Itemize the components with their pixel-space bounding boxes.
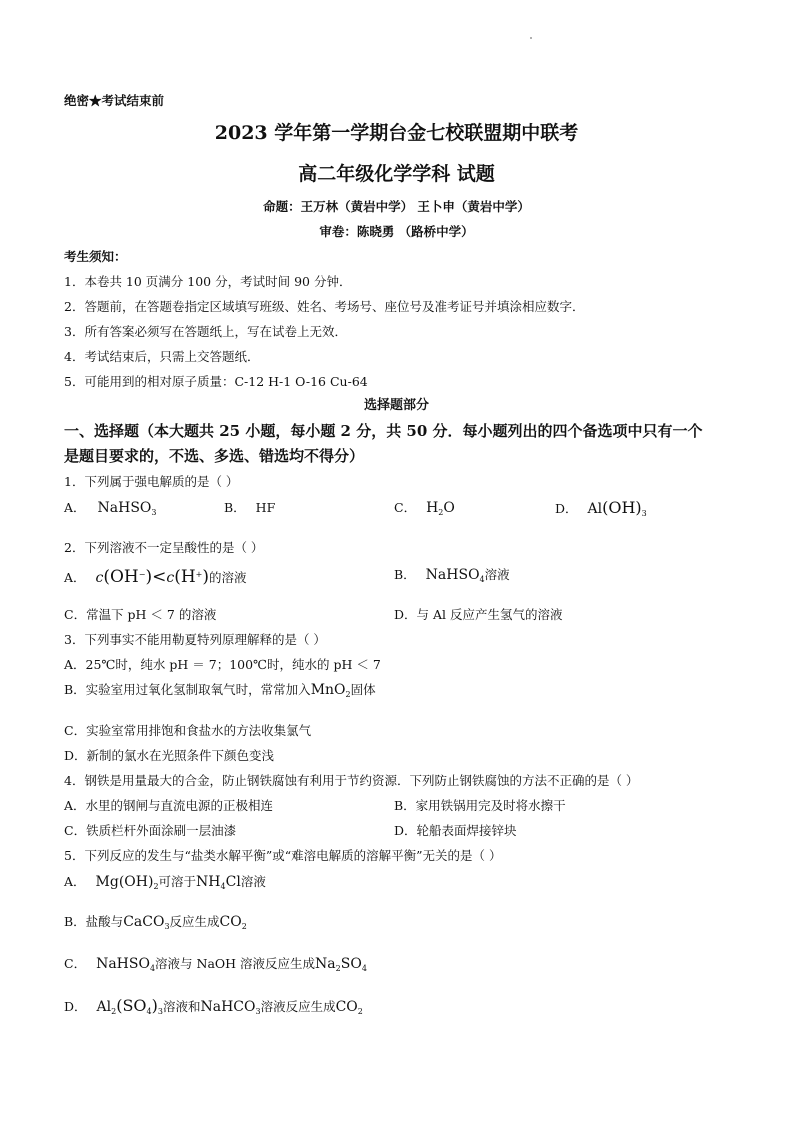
option-label: D．	[555, 501, 578, 516]
subscript: 3	[157, 1007, 163, 1016]
subscript: 2	[345, 690, 351, 699]
notice-heading: 考生须知：	[64, 249, 127, 264]
subscript: 2	[357, 1007, 363, 1016]
formula: CO	[335, 999, 358, 1015]
option-label: B．	[394, 567, 416, 582]
question-2-stem: 2．下列溶液不一定呈酸性的是（ ）	[64, 540, 264, 555]
formula: Al	[587, 501, 603, 517]
subscript: 4	[149, 964, 156, 973]
formula: )	[202, 567, 210, 588]
formula: Mg(OH)	[95, 874, 154, 890]
question-1-option-b	[224, 499, 275, 517]
question-5-option-d	[64, 997, 363, 1021]
question-5-option-c	[64, 955, 367, 978]
formula: HF	[255, 500, 276, 515]
option-text: 固体	[350, 682, 376, 697]
formula: c	[95, 570, 104, 587]
subscript: 2	[438, 508, 444, 517]
question-3-option-c: C．实验室常用排饱和食盐水的方法收集氯气	[64, 723, 312, 738]
formula: CO	[219, 914, 242, 930]
option-text: 可溶于	[158, 874, 197, 889]
question-3-stem: 3．下列事实不能用勒夏特列原理解释的是（ ）	[64, 632, 326, 647]
question-2-option-a	[64, 566, 247, 587]
question-3-option-a: A．25℃时，纯水 pH ＝ 7；100℃时，纯水的 pH ＜ 7	[64, 657, 381, 672]
formula: Al	[96, 999, 112, 1015]
question-2-option-c: C．常温下 pH ＜ 7 的溶液	[64, 607, 217, 622]
formula: (H	[174, 567, 196, 588]
subscript: 2	[241, 922, 247, 931]
subscript: 4	[220, 882, 226, 891]
question-5-option-a	[64, 873, 266, 896]
formula: (OH)	[602, 498, 642, 517]
subscript: 4	[146, 1007, 152, 1016]
formula: )	[151, 996, 158, 1015]
subscript: 2	[111, 1007, 117, 1016]
formula: SO	[340, 956, 362, 972]
formula: NaHSO	[96, 956, 150, 972]
section-intro-line2: 是题目要求的，不选、多选、错选均不得分）	[64, 447, 365, 465]
superscript: −	[138, 570, 146, 579]
option-label: A．	[64, 874, 86, 889]
question-4-option-d: D．轮船表面焊接锌块	[394, 823, 517, 838]
scan-speck	[530, 37, 532, 39]
question-1-stem: 1．下列属于强电解质的是（ ）	[64, 474, 239, 489]
notice-item: 1．本卷共 10 页满分 100 分，考试时间 90 分钟．	[64, 274, 352, 289]
notice-item: 5．可能用到的相对原子质量：C-12 H-1 O-16 Cu-64	[64, 374, 368, 389]
question-2-option-b	[394, 566, 510, 589]
option-text: 反应生成	[169, 914, 220, 929]
question-5-stem: 5．下列反应的发生与“盐类水解平衡”或“难溶电解质的溶解平衡”无关的是（ ）	[64, 848, 502, 863]
question-3-option-d: D．新制的氯水在光照条件下颜色变浅	[64, 748, 275, 763]
formula: H	[426, 500, 439, 516]
option-text: 的溶液	[209, 570, 247, 586]
formula: (OH	[103, 567, 139, 588]
subscript: 4	[479, 575, 485, 584]
notice-item: 2．答题前，在答题卷指定区域填写班级、姓名、考场号、座位号及准考证号并填涂相应数字．	[64, 299, 585, 314]
option-label: A．	[64, 500, 86, 515]
option-label: B．	[224, 500, 246, 515]
option-label: D．	[64, 999, 87, 1014]
subscript: 3	[255, 1007, 261, 1016]
authors-line: 命题：王万林（黄岩中学） 王卜申（黄岩中学）	[263, 199, 530, 214]
option-text: 溶液和	[162, 999, 201, 1014]
question-4-option-a: A．水里的钢闸与直流电源的正极相连	[64, 798, 274, 813]
subscript: 2	[153, 882, 159, 891]
formula: Na	[315, 956, 336, 972]
formula: Cl	[225, 874, 241, 890]
option-text: B．实验室用过氧化氢制取氧气时，常常加入	[64, 682, 311, 697]
question-4-stem: 4．钢铁是用量最大的合金，防止钢铁腐蚀有利用于节约资源．下列防止钢铁腐蚀的方法不正确的是（ ）	[64, 773, 639, 788]
question-4-option-b: B．家用铁锅用完及时将水擦干	[394, 798, 566, 813]
formula: NH	[196, 874, 221, 890]
subscript: 2	[335, 964, 341, 973]
subscript: 3	[641, 509, 647, 518]
formula: NaHSO	[97, 500, 152, 516]
exam-subtitle: 高二年级化学学科 试题	[298, 163, 495, 185]
formula: O	[443, 500, 455, 516]
section-intro-line1: 一、选择题（本大题共 25 小题，每小题 2 分，共 50 分．每小题列出的四个备选项中只有一个	[64, 422, 703, 440]
formula: )<	[145, 567, 167, 588]
notice-item: 4．考试结束后，只需上交答题纸．	[64, 349, 260, 364]
option-text: 溶液	[240, 874, 266, 889]
option-text: 溶液反应生成	[260, 999, 336, 1014]
subscript: 4	[361, 964, 367, 973]
question-3-option-b	[64, 681, 376, 704]
superscript: +	[195, 570, 203, 579]
formula: NaHSO	[425, 567, 480, 583]
notice-item: 3．所有答案必须写在答题纸上，写在试卷上无效．	[64, 324, 347, 339]
question-5-option-b	[64, 913, 247, 936]
formula: (SO	[116, 996, 147, 1015]
option-label: C．	[394, 500, 417, 515]
option-text: 溶液	[484, 567, 510, 582]
option-label: A．	[64, 570, 86, 586]
secret-label: 绝密★考试结束前	[64, 93, 165, 108]
question-1-option-d	[555, 499, 647, 523]
exam-title: 2023 学年第一学期台金七校联盟期中联考	[214, 122, 579, 144]
subscript: 3	[164, 922, 170, 931]
question-2-option-d: D．与 Al 反应产生氢气的溶液	[394, 607, 563, 622]
formula: CaCO	[123, 914, 165, 930]
option-text: 溶液与 NaOH 溶液反应生成	[155, 956, 316, 971]
question-1-option-a	[64, 499, 156, 522]
subscript: 3	[151, 508, 157, 517]
formula: c	[166, 570, 175, 587]
option-label: C．	[64, 956, 87, 971]
reviewer-line: 审卷：陈晓勇 （路桥中学）	[319, 224, 474, 239]
formula: NaHCO	[200, 999, 256, 1015]
question-4-option-c: C．铁质栏杆外面涂刷一层油漆	[64, 823, 237, 838]
question-1-option-c	[394, 499, 455, 522]
option-text: B．盐酸与	[64, 914, 124, 929]
section-title: 选择题部分	[363, 398, 429, 413]
formula: MnO	[310, 682, 346, 698]
